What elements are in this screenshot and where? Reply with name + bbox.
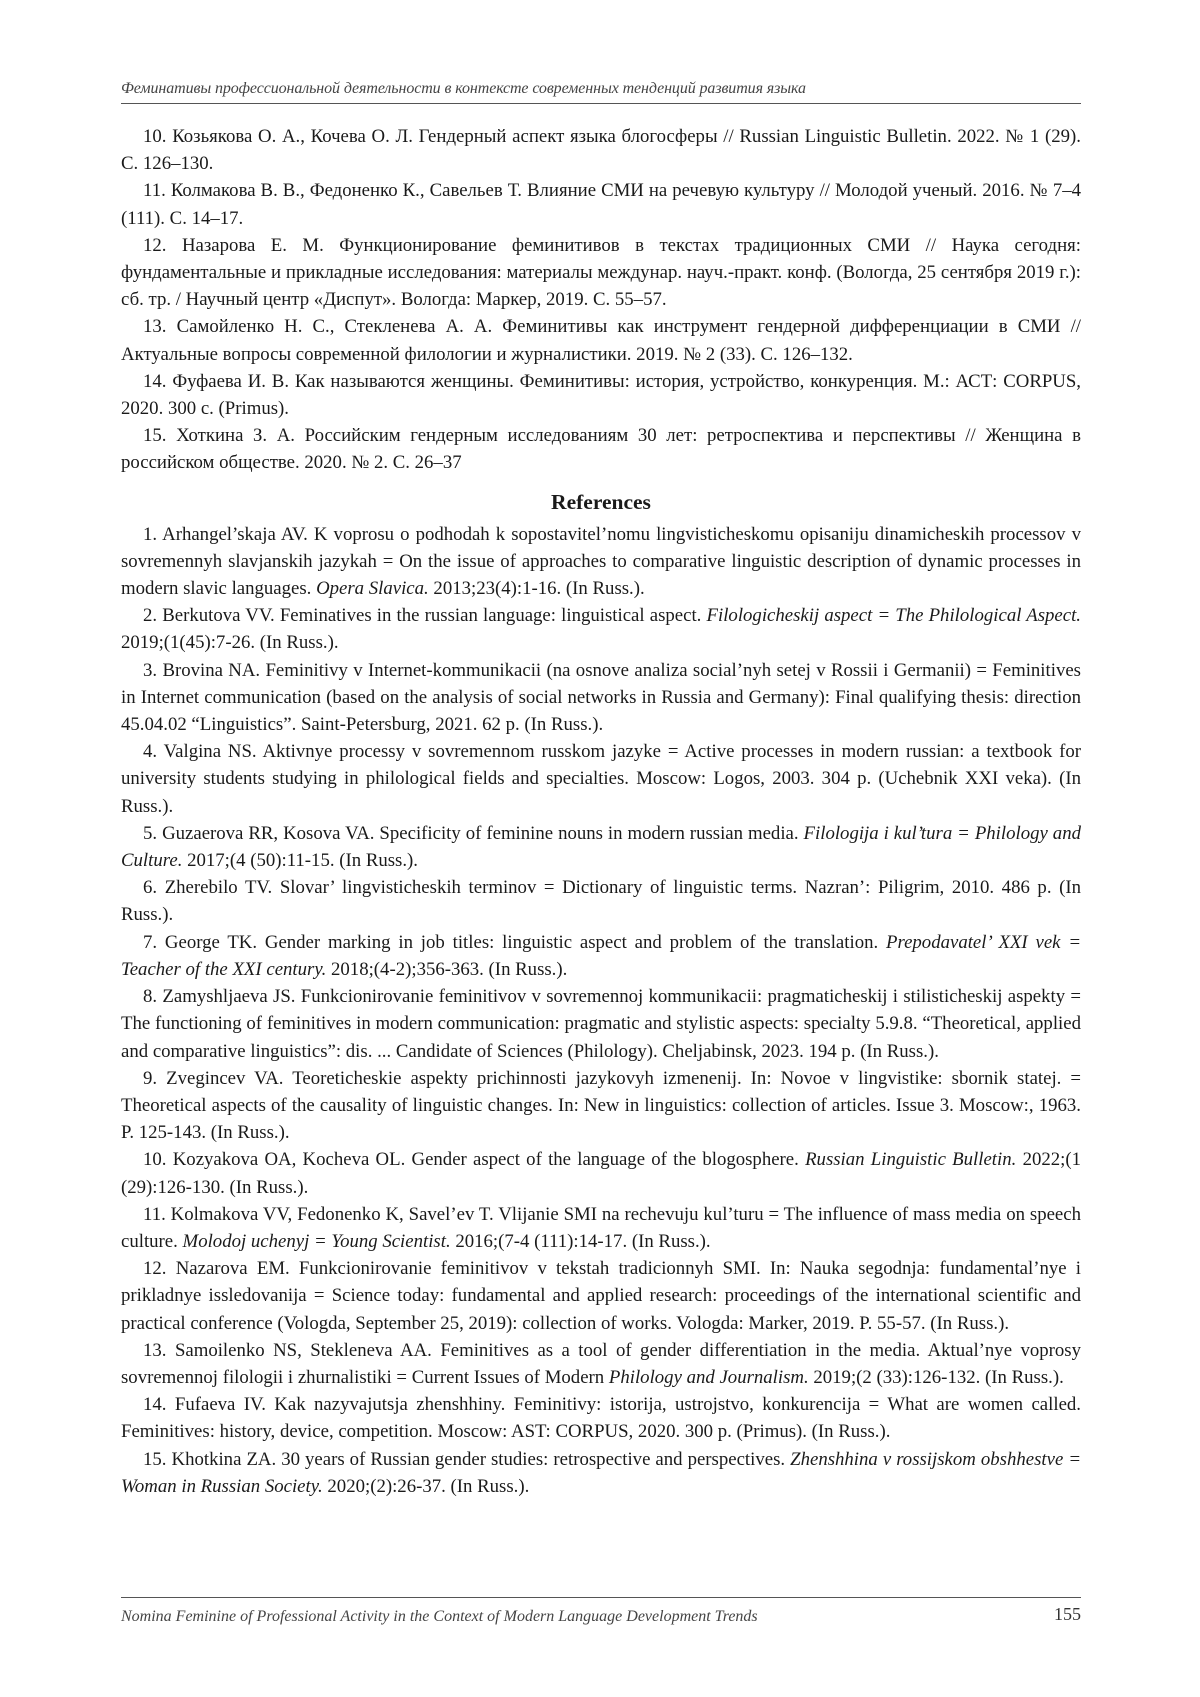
reference-details: 2018;(4-2);356-363. (In Russ.). bbox=[326, 958, 568, 980]
reference-number: 3. bbox=[143, 659, 158, 681]
reference-entry-12 bbox=[121, 1255, 1081, 1337]
reference-number: 9. bbox=[143, 1067, 158, 1089]
reference-entry-7 bbox=[121, 929, 1081, 983]
footer-rule bbox=[121, 1597, 1081, 1598]
reference-number: 10. bbox=[143, 1149, 167, 1171]
reference-text: Arhangel’skaja AV. K voprosu o podhodah k sopostavitel’nomu lingvisticheskomu opisaniju dinamicheskih processov v sovremennyh slavjanskih jazykah = On the issue of approaches to comparative linguistic description of dynamic processes in modern slavic languages. bbox=[121, 523, 1081, 600]
header-rule bbox=[121, 103, 1081, 104]
reference-entry-11 bbox=[121, 1201, 1081, 1255]
reference-entry-10 bbox=[121, 1146, 1081, 1200]
reference-text: Хоткина З. А. Российским гендерным исследованиям 30 лет: ретроспектива и перспективы // Женщина в российском обществе. 2020. № 2. С. 26–37 bbox=[121, 425, 1081, 474]
reference-text: Berkutova VV. Feminatives in the russian language: linguistical aspect. bbox=[162, 605, 707, 627]
reference-number: 1. bbox=[143, 523, 158, 545]
reference-entry-ru-14 bbox=[121, 368, 1081, 422]
reference-number: 10. bbox=[143, 126, 167, 147]
reference-text: Назарова Е. М. Функционирование феминитивов в текстах традиционных СМИ // Наука сегодня: фундаментальные и прикладные исследования: материалы междунар. науч.-практ. конф. (Вологда, 25 сентября 2019 г.): сб. тр. / Научный центр «Диспут». Вологда: Маркер, 2019. С. 55–57. bbox=[121, 234, 1081, 311]
reference-number: 11. bbox=[143, 180, 166, 202]
reference-text: Samoilenko NS, Stekleneva AA. Feminitives as a tool of gender differentiation in the media. Aktual’nye voprosy sovremennoj filologii i zhurnalistiki = Current Issues of Modern bbox=[121, 1339, 1081, 1388]
reference-entry-9 bbox=[121, 1065, 1081, 1147]
reference-entry-13 bbox=[121, 1337, 1081, 1391]
reference-entry-4 bbox=[121, 738, 1081, 820]
reference-number: 2. bbox=[143, 605, 158, 627]
reference-number: 13. bbox=[143, 1339, 167, 1361]
reference-entry-ru-15 bbox=[121, 422, 1081, 476]
reference-number: 11. bbox=[143, 1203, 166, 1225]
reference-journal: Russian Linguistic Bulletin. bbox=[805, 1149, 1017, 1171]
russian-reference-list bbox=[121, 123, 1081, 477]
reference-entry-1 bbox=[121, 521, 1081, 603]
reference-number: 5. bbox=[143, 822, 158, 844]
reference-text: Khotkina ZA. 30 years of Russian gender studies: retrospective and perspectives. bbox=[171, 1448, 791, 1470]
reference-number: 4. bbox=[143, 741, 158, 763]
references-heading: References bbox=[551, 489, 651, 514]
reference-number: 14. bbox=[143, 370, 167, 392]
reference-details: 2017;(4 (50):11-15. (In Russ.). bbox=[182, 850, 418, 872]
reference-details: 2020;(2):26-37. (In Russ.). bbox=[322, 1475, 530, 1497]
reference-text: Kozyakova OA, Kocheva OL. Gender aspect of the language of the blogosphere. bbox=[172, 1149, 806, 1171]
reference-number: 13. bbox=[143, 316, 167, 338]
reference-number: 15. bbox=[143, 1448, 167, 1470]
reference-number: 7. bbox=[143, 931, 158, 953]
reference-text: Fufaeva IV. Kak nazyvajutsja zhenshhiny. Feminitivy: istorija, ustrojstvo, konkurencija = What are women called. Feminitives: history, device, competition. Moscow: AST: CORPUS, 2020. 300 p. (Primus). (In Russ.). bbox=[121, 1394, 1081, 1443]
running-footer: Nomina Feminine of Professional Activity in the Context of Modern Language Development Trends bbox=[121, 1608, 758, 1625]
reference-journal: Molodoj uchenyj = Young Scientist. bbox=[182, 1230, 451, 1252]
reference-text: Zvegincev VA. Teoreticheskie aspekty prichinnosti jazykovyh izmenenij. In: Novoe v lingvistike: sbornik statej. = Theoretical aspects of the causality of linguistic changes. In: New in linguistics: collection of articles. Issue 3. Moscow:, 1963. P. 125-143. (In Russ.). bbox=[121, 1067, 1081, 1144]
english-reference-list bbox=[121, 521, 1081, 1500]
reference-text: Самойленко Н. С., Стекленева А. А. Феминитивы как инструмент гендерной дифференциации в СМИ // Актуальные вопросы современной филологии и журналистики. 2019. № 2 (33). С. 126–132. bbox=[121, 316, 1082, 365]
reference-entry-8 bbox=[121, 983, 1081, 1065]
reference-journal: Filologija i kul’tura = Philology and Culture. bbox=[121, 822, 1081, 872]
reference-entry-ru-11 bbox=[121, 177, 1081, 231]
reference-journal: Philology and Journalism. bbox=[608, 1366, 809, 1388]
reference-text: George TK. Gender marking in job titles: linguistic aspect and problem of the translation. bbox=[164, 931, 886, 953]
reference-entry-14 bbox=[121, 1391, 1081, 1445]
reference-text: Kolmakova VV, Fedonenko K, Savel’ev T. Vlijanie SMI na rechevuju kul’turu = The influence of mass media on speech culture. bbox=[121, 1203, 1081, 1252]
reference-entry-ru-10 bbox=[121, 123, 1081, 177]
reference-entry-2 bbox=[121, 602, 1081, 656]
reference-number: 12. bbox=[143, 1258, 167, 1280]
reference-details: 2013;23(4):1-16. (In Russ.). bbox=[428, 578, 645, 600]
reference-entry-5 bbox=[121, 820, 1081, 874]
reference-journal: Filologicheskij aspect = The Philological Aspect. bbox=[706, 605, 1081, 627]
reference-details: 2019;(2 (33):126-132. (In Russ.). bbox=[808, 1366, 1064, 1388]
reference-text: Козьякова О. А., Кочева О. Л. Гендерный аспект языка блогосферы // Russian Linguistic Bulletin. 2022. № 1 (29). С. 126–130. bbox=[121, 126, 1081, 175]
reference-details: 2019;(1(45):7-26. (In Russ.). bbox=[121, 632, 339, 654]
reference-details: 2016;(7-4 (111):14-17. (In Russ.). bbox=[450, 1230, 711, 1252]
page-number: 155 bbox=[1054, 1604, 1081, 1624]
reference-text: Колмакова В. В., Федоненко К., Савельев Т. Влияние СМИ на речевую культуру // Молодой ученый. 2016. № 7–4 (111). С. 14–17. bbox=[121, 180, 1081, 229]
reference-journal: Zhenshhina v rossijskom obshhestve = Woman in Russian Society. bbox=[121, 1448, 1081, 1497]
reference-entry-ru-13 bbox=[121, 313, 1081, 367]
reference-text: Фуфаева И. В. Как называются женщины. Феминитивы: история, устройство, конкуренция. М.: АСТ: CORPUS, 2020. 300 с. (Primus). bbox=[121, 370, 1082, 420]
reference-entry-3 bbox=[121, 657, 1081, 739]
reference-number: 8. bbox=[143, 986, 158, 1008]
reference-text: Guzaerova RR, Kosova VA. Specificity of feminine nouns in modern russian media. bbox=[162, 822, 804, 844]
reference-journal: Prepodavatel’ XXI vek = Teacher of the XXI century. bbox=[121, 931, 1081, 980]
reference-entry-ru-12 bbox=[121, 232, 1081, 314]
running-header: Феминативы профессиональной деятельности в контексте современных тенденций развития языка bbox=[121, 80, 806, 97]
reference-number: 12. bbox=[143, 234, 167, 256]
reference-text: Nazarova EM. Funkcionirovanie feminitivov v tekstah tradicionnyh SMI. In: Nauka segodnja: fundamental’nye i prikladnye issledovanija = Science today: fundamental and applied research: proceedings of the international scientific and practical conference (Vologda, September 25, 2019): collection of works. Vologda: Marker, 2019. P. 55-57. (In Russ.). bbox=[121, 1258, 1082, 1334]
page-body bbox=[121, 123, 1081, 1500]
reference-entry-15 bbox=[121, 1446, 1081, 1500]
reference-details: 2022;(1 (29):126-130. (In Russ.). bbox=[121, 1149, 1081, 1198]
reference-number: 14. bbox=[143, 1394, 167, 1416]
reference-journal: Opera Slavica. bbox=[316, 578, 429, 600]
reference-number: 15. bbox=[143, 425, 167, 447]
reference-entry-6 bbox=[121, 874, 1081, 928]
reference-text: Valgina NS. Aktivnye processy v sovremennom russkom jazyke = Active processes in modern russian: a textbook for university students studying in philological fields and specialties. Moscow: Logos, 2003. 304 p. (Uchebnik XXI veka). (In Russ.). bbox=[121, 741, 1082, 817]
reference-text: Zamyshljaeva JS. Funkcionirovanie feminitivov v sovremennoj kommunikacii: pragmaticheskij i stilisticheskij aspekty = The functioning of feminitives in modern communication: pragmatic and stylistic aspects: specialty 5.9.8. “Theoretical, applied and comparative linguistics”: dis. ... Candidate of Sciences (Philology). Cheljabinsk, 2023. 194 p. (In Russ.). bbox=[121, 986, 1082, 1062]
reference-number: 6. bbox=[143, 877, 158, 899]
reference-text: Brovina NA. Feminitivy v Internet-kommunikacii (na osnove analiza social’nyh setej v Rossii i Germanii) = Feminitives in Internet communication (based on the analysis of social networks in Russia and Germany): Final qualifying thesis: direction 45.04.02 “Linguistics”. Saint-Petersburg, 2021. 62 p. (In Russ.). bbox=[121, 659, 1081, 736]
reference-text: Zherebilo TV. Slovar’ lingvisticheskih terminov = Dictionary of linguistic terms. Nazran’: Piligrim, 2010. 486 p. (In Russ.). bbox=[121, 877, 1081, 926]
